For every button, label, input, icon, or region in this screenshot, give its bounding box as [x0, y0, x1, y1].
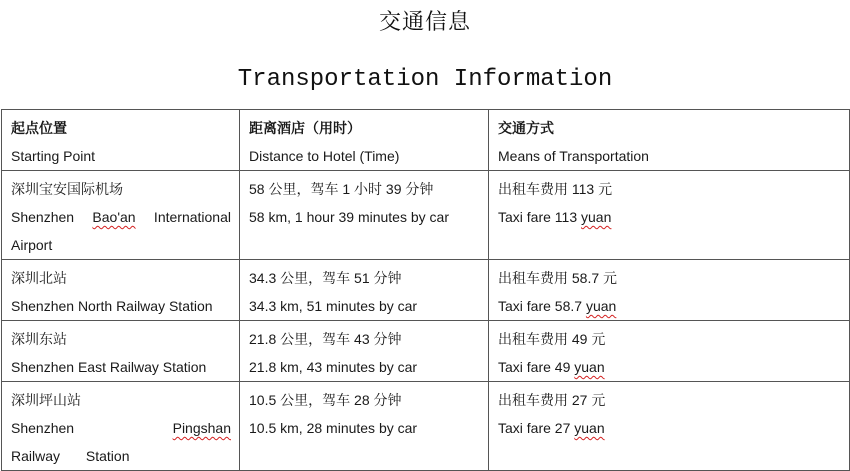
text-segment: Railway Station: [11, 448, 130, 464]
document-title-english: Transportation Information: [237, 66, 613, 93]
transportation-en: [498, 414, 841, 442]
table-row: [2, 382, 850, 471]
header-label-zh: 交通方式: [498, 120, 554, 136]
table-row: [2, 260, 850, 321]
text-segment: Taxi fare 49: [498, 359, 575, 375]
distance-zh: 21.8 公里，驾车 43 分钟: [249, 331, 402, 347]
transportation-en: [498, 203, 841, 231]
spellcheck-flagged-word: yuan: [585, 298, 617, 314]
transportation-zh: 出租车费用 113 元: [498, 181, 613, 197]
header-label-zh: 距离酒店（用时）: [249, 120, 361, 136]
transportation-cell: [489, 382, 850, 471]
distance-en: 58 km, 1 hour 39 minutes by car: [249, 209, 449, 225]
distance-zh: 58 公里，驾车 1 小时 39 分钟: [249, 181, 434, 197]
transportation-en: [498, 353, 841, 381]
distance-cell: [240, 171, 489, 260]
transportation-table: [1, 109, 850, 471]
starting-point-zh: 深圳坪山站: [11, 392, 81, 408]
starting-point-zh: 深圳北站: [11, 270, 67, 286]
distance-en: 10.5 km, 28 minutes by car: [249, 420, 418, 436]
header-label-en: Means of Transportation: [498, 148, 649, 164]
transportation-zh: 出租车费用 49 元: [498, 331, 606, 347]
starting-point-cell: [2, 171, 240, 260]
spellcheck-flagged-word: Pingshan: [172, 420, 231, 436]
table-header-row: [2, 110, 850, 171]
table-row: [2, 171, 850, 260]
document-title-chinese: 交通信息: [378, 10, 471, 35]
text-segment: Taxi fare 27: [498, 420, 575, 436]
starting-point-zh: 深圳宝安国际机场: [11, 181, 123, 197]
transportation-zh: 出租车费用 27 元: [498, 392, 606, 408]
header-label-zh: 起点位置: [11, 120, 67, 136]
starting-point-en: [11, 414, 231, 470]
distance-cell: [240, 260, 489, 321]
spellcheck-flagged-word: yuan: [581, 209, 612, 225]
spellcheck-flagged-word: Bao'an: [92, 209, 136, 225]
starting-point-en: [11, 203, 231, 259]
distance-zh: 10.5 公里，驾车 28 分钟: [249, 392, 402, 408]
distance-en: 21.8 km, 43 minutes by car: [249, 359, 418, 375]
header-transportation: [489, 110, 850, 171]
spellcheck-flagged-word: yuan: [574, 359, 605, 375]
starting-point-en: Shenzhen North Railway Station: [11, 298, 213, 314]
header-distance: [240, 110, 489, 171]
transportation-zh: 出租车费用 58.7 元: [498, 270, 618, 286]
starting-point-cell: [2, 260, 240, 321]
transportation-en: [498, 292, 841, 320]
transportation-cell: [489, 260, 850, 321]
starting-point-cell: [2, 382, 240, 471]
starting-point-en: Shenzhen East Railway Station: [11, 359, 207, 375]
table-row: [2, 321, 850, 382]
text-segment: Shenzhen: [11, 420, 173, 436]
starting-point-cell: [2, 321, 240, 382]
text-segment: Taxi fare 113: [498, 209, 582, 225]
transportation-cell: [489, 171, 850, 260]
starting-point-zh: 深圳东站: [11, 331, 67, 347]
transportation-cell: [489, 321, 850, 382]
text-segment: Shenzhen: [11, 209, 93, 225]
text-segment: International Airport: [11, 209, 231, 253]
distance-cell: [240, 321, 489, 382]
header-label-en: Distance to Hotel (Time): [249, 148, 400, 164]
distance-zh: 34.3 公里，驾车 51 分钟: [249, 270, 402, 286]
distance-cell: [240, 382, 489, 471]
distance-en: 34.3 km, 51 minutes by car: [249, 298, 418, 314]
header-starting-point: [2, 110, 240, 171]
text-segment: Taxi fare 58.7: [498, 298, 586, 314]
spellcheck-flagged-word: yuan: [574, 420, 605, 436]
header-label-en: Starting Point: [11, 148, 96, 164]
